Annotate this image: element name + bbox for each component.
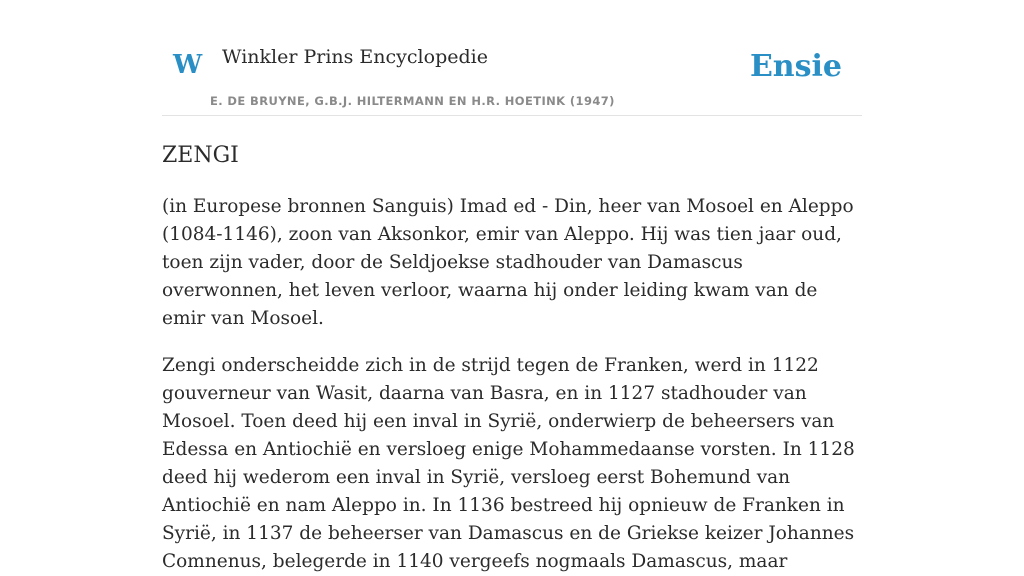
- entry-paragraph: (in Europese bronnen Sanguis) Imad ed - Din, heer van Mosoel en Aleppo (1084-1146), zoon van Aksonkor, emir van Aleppo. Hij was tien jaar oud, toen zijn vader, door de Seldjoekse stadhouder van Damascus overwonnen, het leven verloor, waarna hij onder leiding kwam van de emir van Mosoel.: [162, 195, 854, 329]
- winkler-prins-logo[interactable]: W: [173, 50, 203, 80]
- entry-paragraph: Zengi onderscheidde zich in de strijd tegen de Franken, werd in 1122 gouverneur van Wasit, daarna van Basra, en in 1127 stadhouder van Mosoel. Toen deed hij een inval in Syrië, onderwierp de beheersers van Edessa en Antiochië en versloeg enige Mohammedaanse vorsten. In 1128 deed hij wederom een inval in Syrië, versloeg eerst Bohemund van Antiochië en nam Aleppo in. In 1136 bestreed hij opnieuw de Franken in Syrië, in 1137 de beheerser van Damascus en de Griekse keizer Johannes Comnenus, belegerde in 1140 vergeefs nogmaals Damascus, maar: [162, 354, 855, 572]
- entry-title: ZENGI: [162, 143, 239, 168]
- book-title[interactable]: Winkler Prins Encyclopedie: [222, 46, 488, 68]
- book-authors: E. DE BRUYNE, G.B.J. HILTERMANN EN H.R. HOETINK (1947): [210, 94, 615, 108]
- page: [162, 0, 862, 576]
- ensie-logo[interactable]: Ensie: [749, 49, 842, 84]
- site-header: [162, 0, 862, 116]
